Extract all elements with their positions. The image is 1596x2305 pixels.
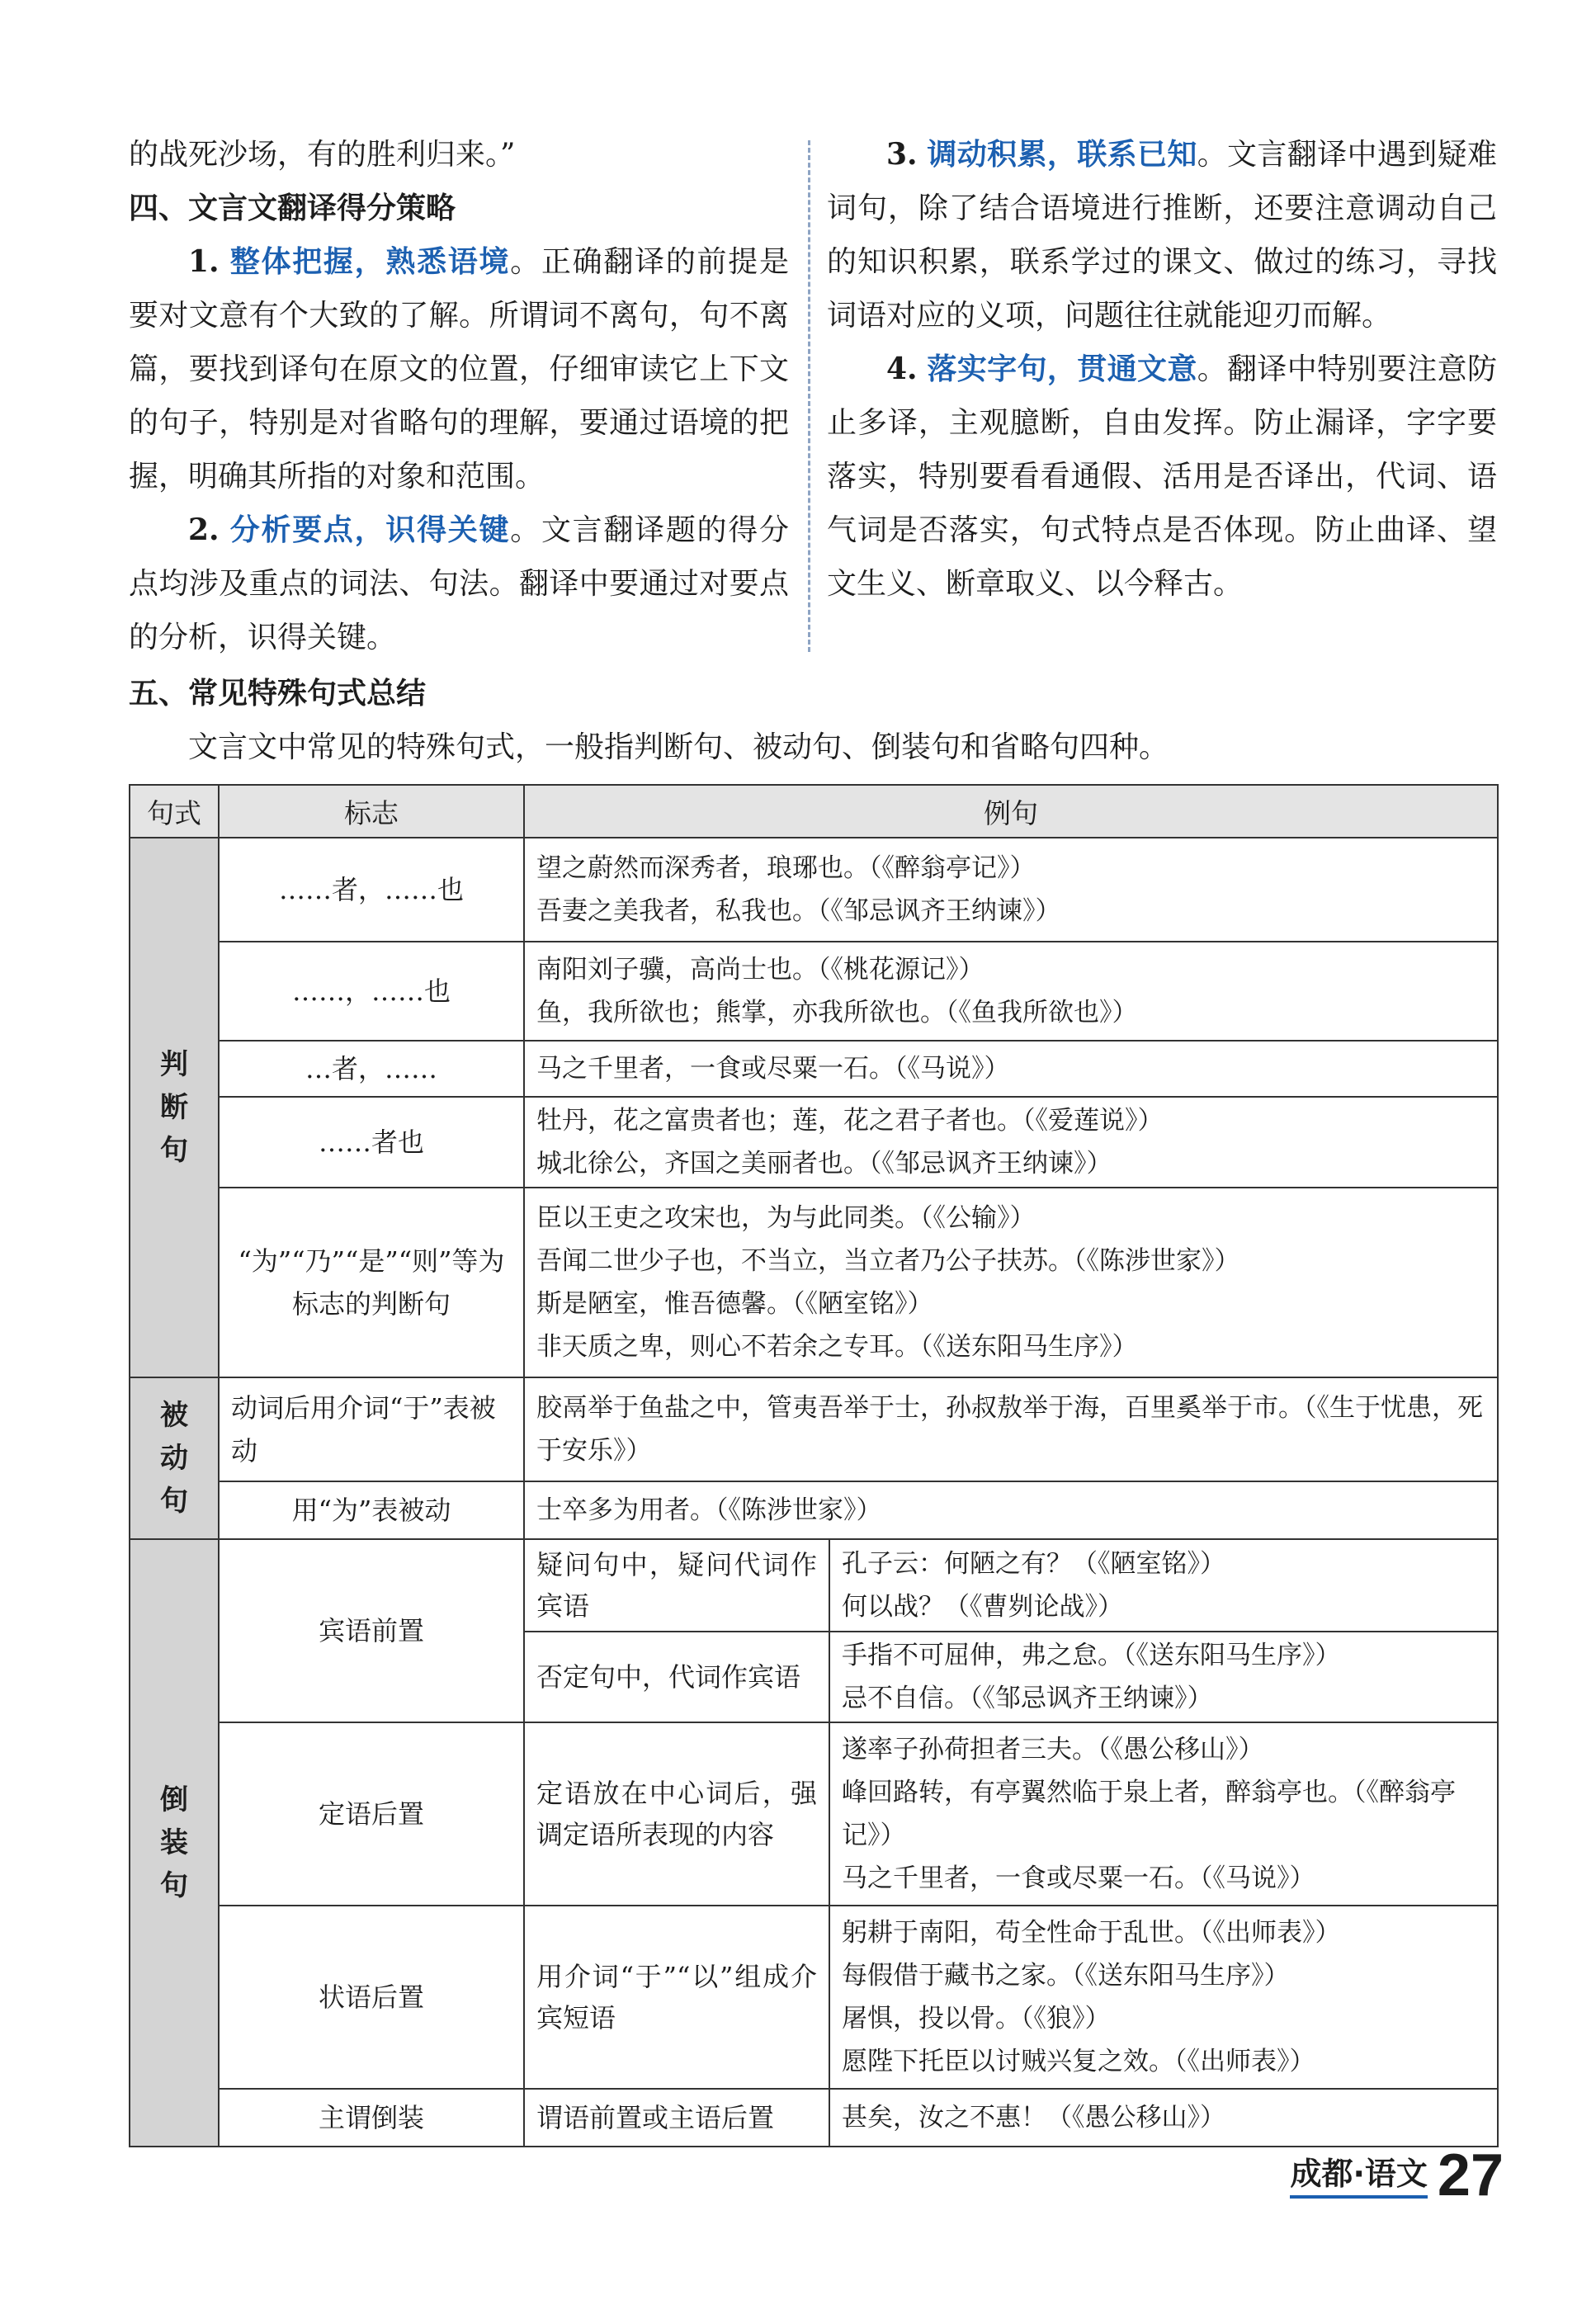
- example-line: 遂率子孙荷担者三夫。（《愚公移山》）: [842, 1735, 1264, 1764]
- strategy-3-text: 。文言翻译中遇到疑难词句，除了结合语境进行推断，还要注意调动自己的知识积累，联系学过的课文、做过的练习，寻找词语对应的义项，问题往往就能迎刃而解。: [827, 138, 1497, 333]
- example-line: 峰回路转，有亭翼然临于泉上者，醉翁亭也。（《醉翁亭记》）: [842, 1778, 1456, 1850]
- example-line: 马之千里者，一食或尽粟一石。（《马说》）: [536, 1054, 1010, 1084]
- category-inverted: 倒装句: [130, 1539, 219, 2147]
- example-line: 孔子云：何陋之有？（《陋室铭》）: [842, 1549, 1225, 1579]
- category-passive: 被动句: [130, 1377, 219, 1539]
- section-5: [129, 667, 1499, 774]
- example-line: 躬耕于南阳，苟全性命于乱世。（《出师表》）: [842, 1918, 1341, 1948]
- example-line: 甚矣，汝之不惠！（《愚公移山》）: [842, 2103, 1225, 2133]
- example-cell: [524, 1377, 1498, 1481]
- example-line: 手指不可屈伸，弗之怠。（《送东阳马生序》）: [842, 1641, 1341, 1670]
- example-line: 吾妻之美我者，私我也。（《邹忌讽齐王纳谏》）: [536, 896, 1061, 926]
- strategy-1: [129, 235, 789, 503]
- example-cell: [524, 1097, 1498, 1188]
- marker-cell: …者，……: [219, 1041, 524, 1097]
- example-line: 屠惧，投以骨。（《狼》）: [842, 2004, 1111, 2033]
- example-line: 吾闻二世少子也，不当立，当立者乃公子扶苏。（《陈涉世家》）: [536, 1246, 1240, 1276]
- example-line: 斯是陋室，惟吾德馨。（《陋室铭》）: [536, 1289, 933, 1319]
- strategy-2-text: 。文言翻译题的得分点均涉及重点的词法、句法。翻译中要通过对要点的分析，识得关键。: [129, 513, 789, 654]
- strategy-1-number: 1.: [188, 244, 220, 279]
- strategy-4-number: 4.: [886, 352, 918, 386]
- left-column: [129, 128, 789, 664]
- table-row: [130, 1722, 1498, 1906]
- marker-cell: 用“为”表被动: [219, 1481, 524, 1539]
- footer-label: 成都·语文: [1290, 2148, 1427, 2199]
- strategy-2: [129, 503, 789, 664]
- example-line: 望之蔚然而深秀者，琅琊也。（《醉翁亭记》）: [536, 853, 1036, 883]
- strategy-2-number: 2.: [188, 512, 220, 547]
- table-row: [130, 942, 1498, 1041]
- description-cell: 否定句中，代词作宾语: [524, 1632, 829, 1722]
- section-4-heading: 四、文言文翻译得分策略: [129, 191, 456, 225]
- strategy-3-number: 3.: [886, 137, 918, 172]
- example-line: 士卒多为用者。（《陈涉世家》）: [536, 1495, 882, 1525]
- example-cell: [829, 1722, 1498, 1906]
- example-line: 牡丹，花之富贵者也；莲，花之君子者也。（《爱莲说》）: [536, 1106, 1164, 1136]
- right-column: [827, 128, 1497, 611]
- example-line: 何以战？（《曹刿论战》）: [842, 1592, 1123, 1622]
- page-footer: [1290, 2142, 1504, 2208]
- marker-cell: ……者，……也: [219, 838, 524, 942]
- example-cell: [829, 1632, 1498, 1722]
- column-divider: [808, 140, 810, 652]
- table-row: [130, 1377, 1498, 1481]
- example-line: 每假借于藏书之家。（《送东阳马生序》）: [842, 1961, 1290, 1991]
- strategy-3: [827, 128, 1497, 342]
- category-judgment: 判断句: [130, 838, 219, 1377]
- table-row: [130, 1097, 1498, 1188]
- example-cell: [524, 1188, 1498, 1377]
- table-row: [130, 1539, 1498, 1632]
- example-line: 忌不自信。（《邹忌讽齐王纳谏》）: [842, 1684, 1213, 1713]
- marker-cell: 定语后置: [219, 1722, 524, 1906]
- sentence-patterns-table: [129, 784, 1499, 2147]
- section-5-heading: 五、常见特殊句式总结: [129, 677, 427, 711]
- strategy-4-text: 。翻译中特别要注意防止多译，主观臆断，自由发挥。防止漏译，字字要落实，特别要看看通假、活用是否译出，代词、语气词是否落实，句式特点是否体现。防止曲译、望文生义、断章取义、以今释古。: [827, 352, 1497, 601]
- strategy-1-text: 。正确翻译的前提是要对文意有个大致的了解。所谓词不离句，句不离篇，要找到译句在原文的位置，仔细审读它上下文的句子，特别是对省略句的理解，要通过语境的把握，明确其所指的对象和范围。: [129, 245, 789, 494]
- example-cell: [829, 1539, 1498, 1632]
- table-row: [130, 1041, 1498, 1097]
- example-line: 胶鬲举于鱼盐之中，管夷吾举于士，孙叔敖举于海，百里奚举于市。（《生于忧患，死于安乐》）: [536, 1393, 1483, 1466]
- marker-cell: ……者也: [219, 1097, 524, 1188]
- header-pattern: 句式: [130, 785, 219, 838]
- table-row: [130, 1481, 1498, 1539]
- table-row: [130, 838, 1498, 942]
- example-cell: [524, 838, 1498, 942]
- marker-cell: 主谓倒装: [219, 2089, 524, 2147]
- strategy-2-title: 分析要点，识得关键: [229, 513, 511, 547]
- header-example: 例句: [524, 785, 1498, 838]
- description-cell: 用介词“于”“以”组成介宾短语: [524, 1906, 829, 2089]
- example-line: 愿陛下托臣以讨贼兴复之效。（《出师表》）: [842, 2047, 1315, 2076]
- description-cell: 疑问句中，疑问代词作宾语: [524, 1539, 829, 1632]
- example-line: 马之千里者，一食或尽粟一石。（《马说》）: [842, 1863, 1315, 1893]
- table-row: [130, 2089, 1498, 2147]
- marker-cell: 状语后置: [219, 1906, 524, 2089]
- strategy-1-title: 整体把握，熟悉语境: [229, 245, 511, 279]
- example-line: 非天质之卑，则心不若余之专耳。（《送东阳马生序》）: [536, 1332, 1138, 1362]
- table-row: [130, 1188, 1498, 1377]
- example-cell: [829, 2089, 1498, 2147]
- example-line: 城北徐公，齐国之美丽者也。（《邹忌讽齐王纳谏》）: [536, 1149, 1112, 1178]
- description-cell: 定语放在中心词后，强调定语所表现的内容: [524, 1722, 829, 1906]
- example-line: 臣以王吏之攻宋也，为与此同类。（《公输》）: [536, 1203, 1036, 1233]
- marker-cell: “为”“乃”“是”“则”等为标志的判断句: [219, 1188, 524, 1377]
- table-row: [130, 1906, 1498, 2089]
- example-line: 南阳刘子骥，高尚士也。（《桃花源记》）: [536, 955, 985, 985]
- example-cell: [524, 942, 1498, 1041]
- section-5-intro: 文言文中常见的特殊句式，一般指判断句、被动句、倒装句和省略句四种。: [188, 730, 1169, 764]
- example-cell: [524, 1481, 1498, 1539]
- strategy-3-title: 调动积累，联系已知: [927, 138, 1197, 172]
- strategy-4-title: 落实字句，贯通文意: [927, 352, 1197, 386]
- strategy-4: [827, 342, 1497, 611]
- marker-cell: 宾语前置: [219, 1539, 524, 1722]
- page-number: 27: [1437, 2142, 1504, 2208]
- example-line: 鱼，我所欲也；熊掌，亦我所欲也。（《鱼我所欲也》）: [536, 998, 1138, 1027]
- example-cell: [829, 1906, 1498, 2089]
- marker-cell: 动词后用介词“于”表被动: [219, 1377, 524, 1481]
- table-header-row: [130, 785, 1498, 838]
- marker-cell: ……，……也: [219, 942, 524, 1041]
- example-cell: [524, 1041, 1498, 1097]
- header-marker: 标志: [219, 785, 524, 838]
- description-cell: 谓语前置或主语后置: [524, 2089, 829, 2147]
- quote-ending: 的战死沙场，有的胜利归来。”: [129, 138, 516, 172]
